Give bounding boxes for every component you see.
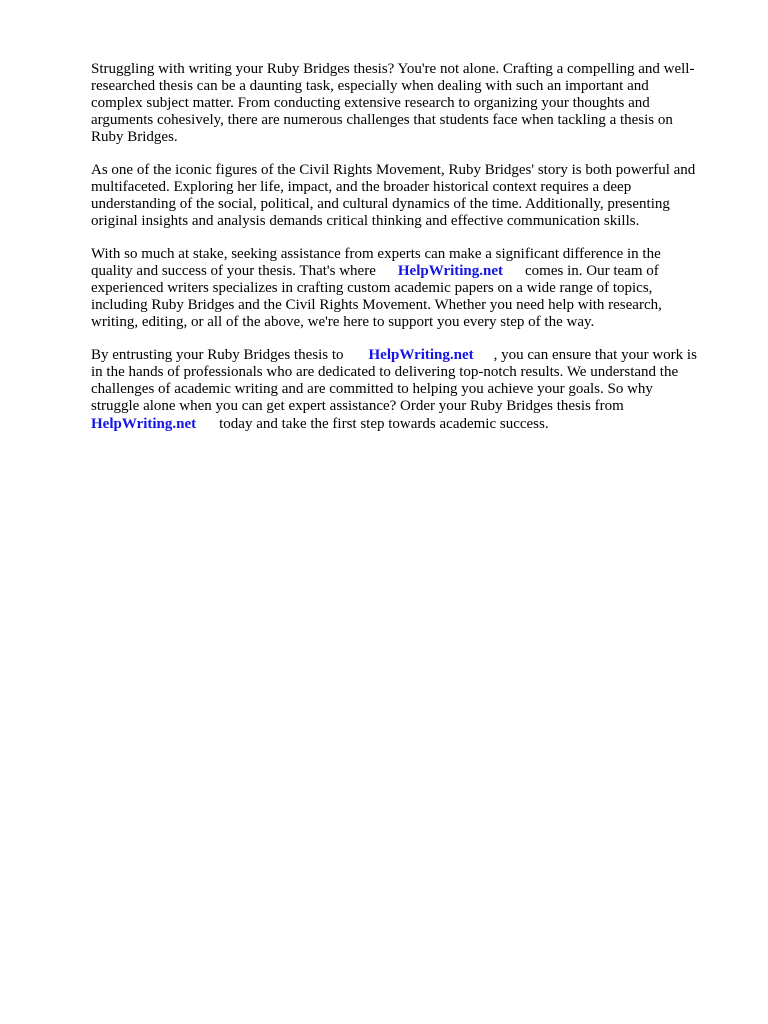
helpwriting-link[interactable]: HelpWriting.net <box>91 416 197 432</box>
text-line: multifaceted. Exploring her life, impact, and the broader historical context requires a deep <box>91 179 632 195</box>
text-line <box>91 347 697 364</box>
text-segment: , you can ensure that your work is <box>493 347 697 363</box>
text-segment: today and take the first step towards academic success. <box>219 416 549 432</box>
text-line: challenges of academic writing and are committed to helping you achieve your goals. So why <box>91 381 653 397</box>
text-line: complex subject matter. From conducting extensive research to organizing your thoughts and <box>91 95 650 111</box>
text-line: writing, editing, or all of the above, we're here to support you every step of the way. <box>91 314 595 330</box>
text-line: struggle alone when you can get expert assistance? Order your Ruby Bridges thesis from <box>91 398 624 414</box>
text-line: Ruby Bridges. <box>91 129 178 145</box>
text-segment: quality and success of your thesis. That's where <box>91 263 376 279</box>
text-line: arguments cohesively, there are numerous challenges that students face when tackling a thesis on <box>91 112 673 128</box>
text-line <box>91 416 549 433</box>
helpwriting-link[interactable]: HelpWriting.net <box>368 347 474 363</box>
text-line: experienced writers specializes in crafting custom academic papers on a wide range of topics, <box>91 280 653 296</box>
text-line: Struggling with writing your Ruby Bridges thesis? You're not alone. Crafting a compelling and well- <box>91 61 695 77</box>
helpwriting-link[interactable]: HelpWriting.net <box>397 263 504 279</box>
text-line: understanding of the social, political, and cultural dynamics of the time. Additionally, presenting <box>91 196 670 212</box>
text-line <box>91 263 659 280</box>
text-line: including Ruby Bridges and the Civil Rights Movement. Whether you need help with research, <box>91 297 662 313</box>
text-line: in the hands of professionals who are dedicated to delivering top-notch results. We understand the <box>91 364 679 380</box>
text-line: As one of the iconic figures of the Civil Rights Movement, Ruby Bridges' story is both powerful and <box>91 162 696 178</box>
text-line: researched thesis can be a daunting task, especially when dealing with such an important and <box>91 78 649 94</box>
text-segment: comes in. Our team of <box>525 263 659 279</box>
text-segment: By entrusting your Ruby Bridges thesis to <box>91 347 344 363</box>
text-line: original insights and analysis demands critical thinking and effective communication skills. <box>91 213 640 229</box>
text-line: With so much at stake, seeking assistance from experts can make a significant difference in the <box>91 246 661 262</box>
